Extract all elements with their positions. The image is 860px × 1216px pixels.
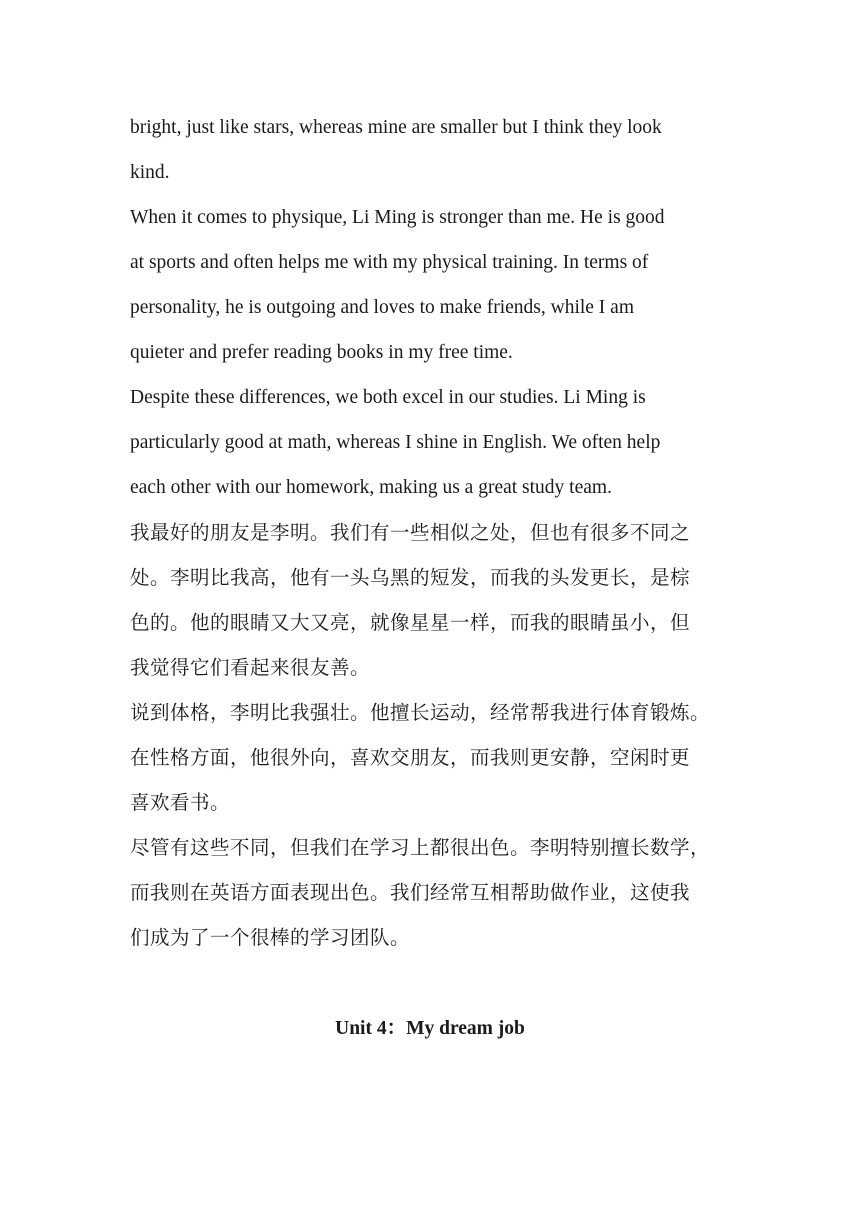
english-line: particularly good at math, whereas I shine in English. We often help [130,432,661,453]
english-line: When it comes to physique, Li Ming is stronger than me. He is good [130,207,665,228]
english-line: each other with our homework, making us a great study team. [130,477,612,498]
chinese-line: 我最好的朋友是李明。我们有一些相似之处，但也有很多不同之 [130,521,691,544]
chinese-line: 们成为了一个很棒的学习团队。 [130,926,411,949]
chinese-line: 而我则在英语方面表现出色。我们经常互相帮助做作业，这使我 [130,881,691,904]
chinese-line: 色的。他的眼睛又大又亮，就像星星一样，而我的眼睛虽小，但 [130,611,691,634]
chinese-line: 在性格方面，他很外向，喜欢交朋友，而我则更安静，空闲时更 [130,746,691,769]
chinese-line: 我觉得它们看起来很友善。 [130,656,371,679]
english-line: bright, just like stars, whereas mine are smaller but I think they look [130,117,662,138]
chinese-line: 喜欢看书。 [130,791,231,814]
english-line: Despite these differences, we both excel in our studies. Li Ming is [130,387,646,408]
chinese-line: 说到体格，李明比我强壮。他擅长运动，经常帮我进行体育锻炼。 [130,701,711,724]
unit-heading: Unit 4：My dream job [335,1018,525,1039]
english-line: kind. [130,162,170,183]
english-line: personality, he is outgoing and loves to make friends, while I am [130,297,635,318]
english-line: quieter and prefer reading books in my free time. [130,342,513,363]
english-line: at sports and often helps me with my physical training. In terms of [130,252,649,273]
chinese-line: 处。李明比我高，他有一头乌黑的短发，而我的头发更长，是棕 [130,566,691,589]
chinese-line: 尽管有这些不同，但我们在学习上都很出色。李明特别擅长数学， [130,836,711,859]
